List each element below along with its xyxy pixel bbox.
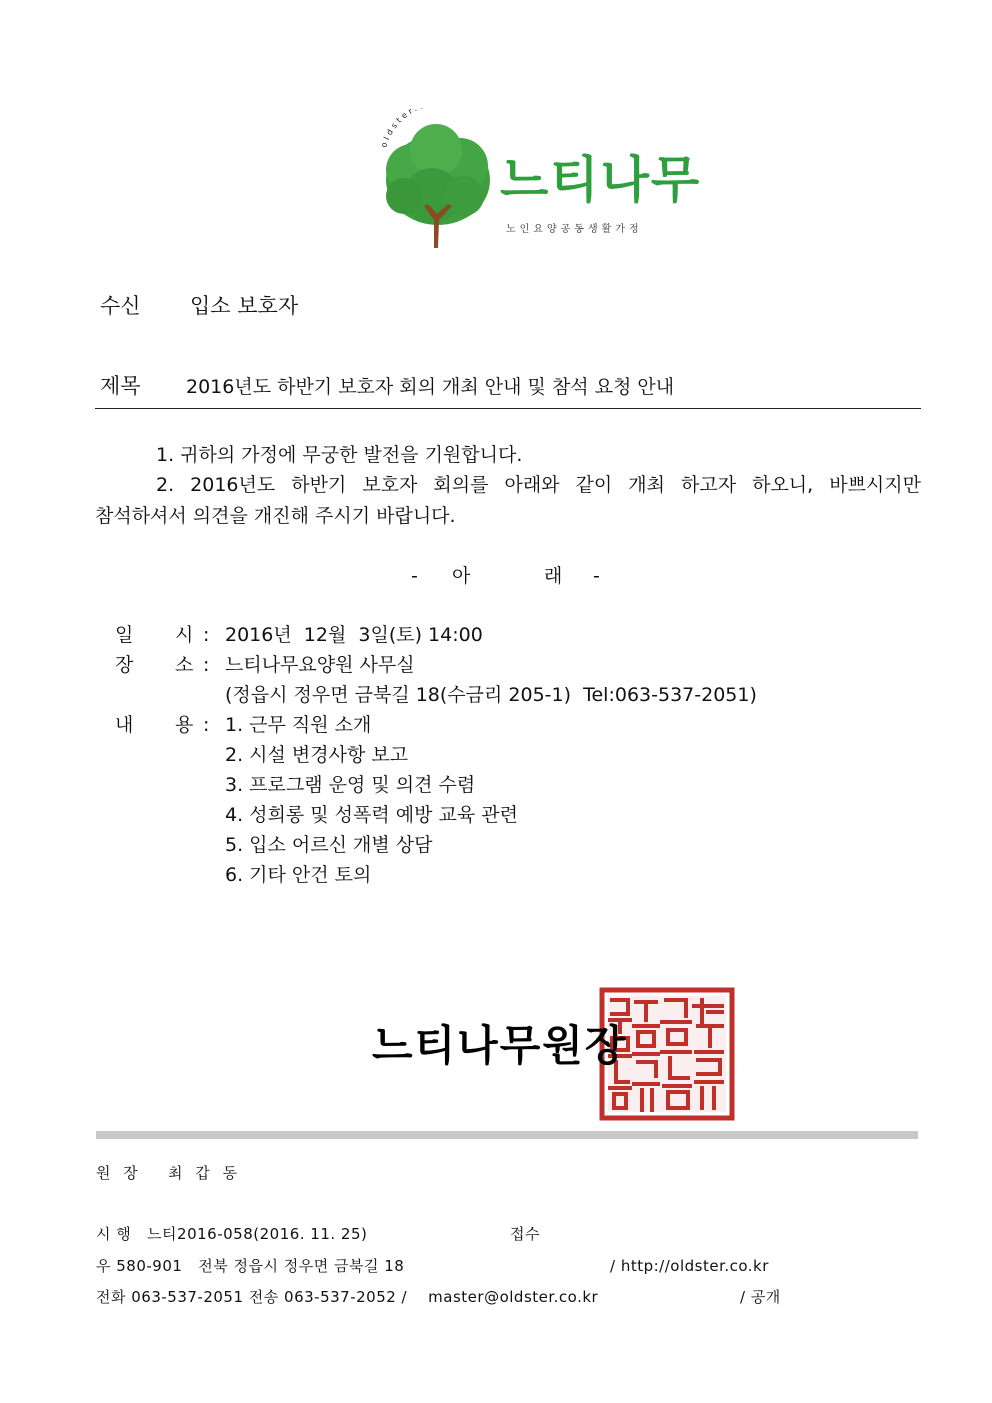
content-colon: : bbox=[203, 714, 210, 736]
contact-info[interactable]: 전화 063-537-2051 전송 063-537-2052 / master@oldster.co.kr bbox=[96, 1288, 599, 1306]
content-item: 6. 기타 안건 토의 bbox=[225, 864, 372, 886]
details-heading-char-1: 아 bbox=[452, 565, 471, 587]
place-address: (정읍시 정우면 금북길 18(수금리 205-1) Tel:063-537-2051) bbox=[225, 684, 757, 706]
place-label-2: 소 bbox=[175, 654, 194, 676]
subject-value: 2016년도 하반기 보호자 회의 개최 안내 및 참석 요청 안내 bbox=[186, 376, 675, 398]
postal-address: 우 580-901 전북 정읍시 정우면 금북길 18 bbox=[96, 1257, 405, 1275]
subject-label: 제목 bbox=[100, 374, 141, 398]
word: 하오니, bbox=[752, 474, 814, 496]
word: 2016년도 bbox=[190, 474, 276, 496]
place-colon: : bbox=[203, 654, 210, 676]
content-item: 4. 성희롱 및 성폭력 예방 교육 관련 bbox=[225, 804, 518, 826]
place-value: 느티나무요양원 사무실 bbox=[225, 654, 415, 676]
website-link[interactable]: / http://oldster.co.kr bbox=[610, 1257, 769, 1275]
word: 하반기 bbox=[291, 474, 347, 496]
logo-subtitle: 노인요양공동생활가정 bbox=[506, 224, 643, 235]
paragraph-1: 1. 귀하의 가정에 무궁한 발전을 기원합니다. bbox=[156, 444, 523, 466]
word: 같이 bbox=[575, 474, 613, 496]
disclosure-status: / 공개 bbox=[740, 1288, 781, 1306]
signature-title: 느티나무원장 bbox=[372, 1021, 628, 1070]
details-heading-char-2: 래 bbox=[544, 565, 563, 587]
word: 회의를 bbox=[433, 474, 489, 496]
paragraph-2-line-2: 참석하셔서 의견을 개진해 주시기 바랍니다. bbox=[95, 505, 456, 527]
content-item: 1. 근무 직원 소개 bbox=[225, 714, 372, 736]
content-item: 3. 프로그램 운영 및 의견 수렴 bbox=[225, 774, 476, 796]
content-label-1: 내 bbox=[115, 714, 134, 736]
date-label-2: 시 bbox=[175, 624, 194, 646]
receipt-label: 접수 bbox=[510, 1225, 540, 1243]
details-heading-dash-left: - bbox=[411, 565, 418, 587]
logo-name: 느티나무 bbox=[500, 151, 702, 209]
word: 보호자 bbox=[362, 474, 418, 496]
word: 하고자 bbox=[681, 474, 737, 496]
word: 아래와 bbox=[504, 474, 560, 496]
content-item: 5. 입소 어르신 개별 상담 bbox=[225, 834, 433, 856]
content-item: 2. 시설 변경사항 보고 bbox=[225, 744, 409, 766]
execution-info: 시 행 느티2016-058(2016. 11. 25) bbox=[96, 1225, 368, 1243]
recipient-value: 입소 보호자 bbox=[190, 294, 299, 318]
subject-divider bbox=[95, 408, 921, 409]
logo-arc-text: oldster bbox=[379, 108, 417, 149]
director-name: 원 장 최 갑 동 bbox=[96, 1164, 242, 1182]
recipient-label: 수신 bbox=[100, 294, 141, 318]
date-colon: : bbox=[203, 624, 210, 646]
word: 2. bbox=[156, 474, 175, 496]
word: 바쁘시지만 bbox=[829, 474, 921, 496]
word: 개최 bbox=[628, 474, 665, 496]
paragraph-2-line-1 bbox=[156, 473, 921, 497]
content-label-2: 용 bbox=[175, 714, 194, 736]
place-label-1: 장 bbox=[115, 654, 134, 676]
footer-divider bbox=[96, 1131, 918, 1139]
date-label-1: 일 bbox=[115, 624, 134, 646]
date-value: 2016년 12월 3일(토) 14:00 bbox=[225, 624, 483, 646]
details-heading-dash-right: - bbox=[593, 565, 600, 587]
